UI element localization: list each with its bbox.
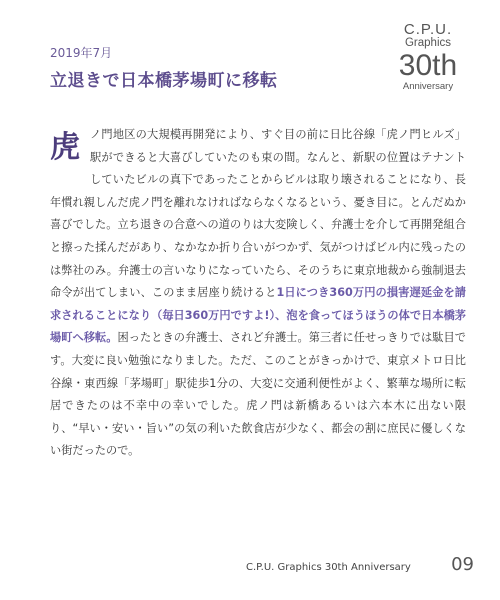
article-title: 立退きで日本橋茅場町に移転: [50, 71, 278, 91]
logo-cpu-text: C.P.U.: [403, 21, 453, 38]
article-date: 2019年7月: [50, 46, 113, 60]
page-number: 09: [451, 554, 474, 575]
logo-anniversary-text: Anniversary: [402, 80, 454, 92]
footer-title: C.P.U. Graphics 30th Anniversary: [246, 562, 411, 573]
drop-cap: 虎: [50, 130, 80, 165]
article-body: [50, 124, 466, 463]
cpu-graphics-30th-logo: [382, 22, 474, 91]
article-text-part1: ノ門地区の大規模再開発により、すぐ目の前に日比谷線「虎ノ門ヒルズ」駅ができると大喜びしていたのも束の間。なんと、新駅の位置はテナントしていたビルの真下であったことからビルは取り壊されることになり、長年慣れ親しんだ虎ノ門を離れなければならなくなるという、憂き目に。とんだぬか喜びでした。立ち退きの合意への道のりは大変険しく、弁護士を介して再開発組合と擦った揉んだがあり、なかなか折り合いがつかず、気がつけばビル内に残ったのは弊社のみ。弁護士の言いなりになっていたら、そのうちに東京地裁から強制退去命令が出てしまい、このまま居座り続けると: [50, 128, 466, 300]
article-highlight: 1日につき360万円の損害遅延金を請求されることになり（毎日360万円ですよ!）、泡を食ってほうほうの体で日本橋茅場町へ移転。: [50, 286, 466, 345]
article-text-part2: 困ったときの弁護士、されど弁護士。第三者に任せっきりでは駄目です。大変に良い勉強になりました。ただ、このことがきっかけで、東京メトロ日比谷線・東西線「茅場町」駅徒歩1分の、大変に交通利便性がよく、繁華な場所に転居できたのは不幸中の幸いでした。虎ノ門は新橋あるいは六本木に出ない限り、“早い・安い・旨い”の気の利いた飲食店が少なく、都会の割に庶民に優しくない街だったので。: [50, 331, 466, 458]
logo-graphics-text: Graphics: [404, 37, 452, 49]
logo-30th-text: 30th: [398, 48, 458, 82]
